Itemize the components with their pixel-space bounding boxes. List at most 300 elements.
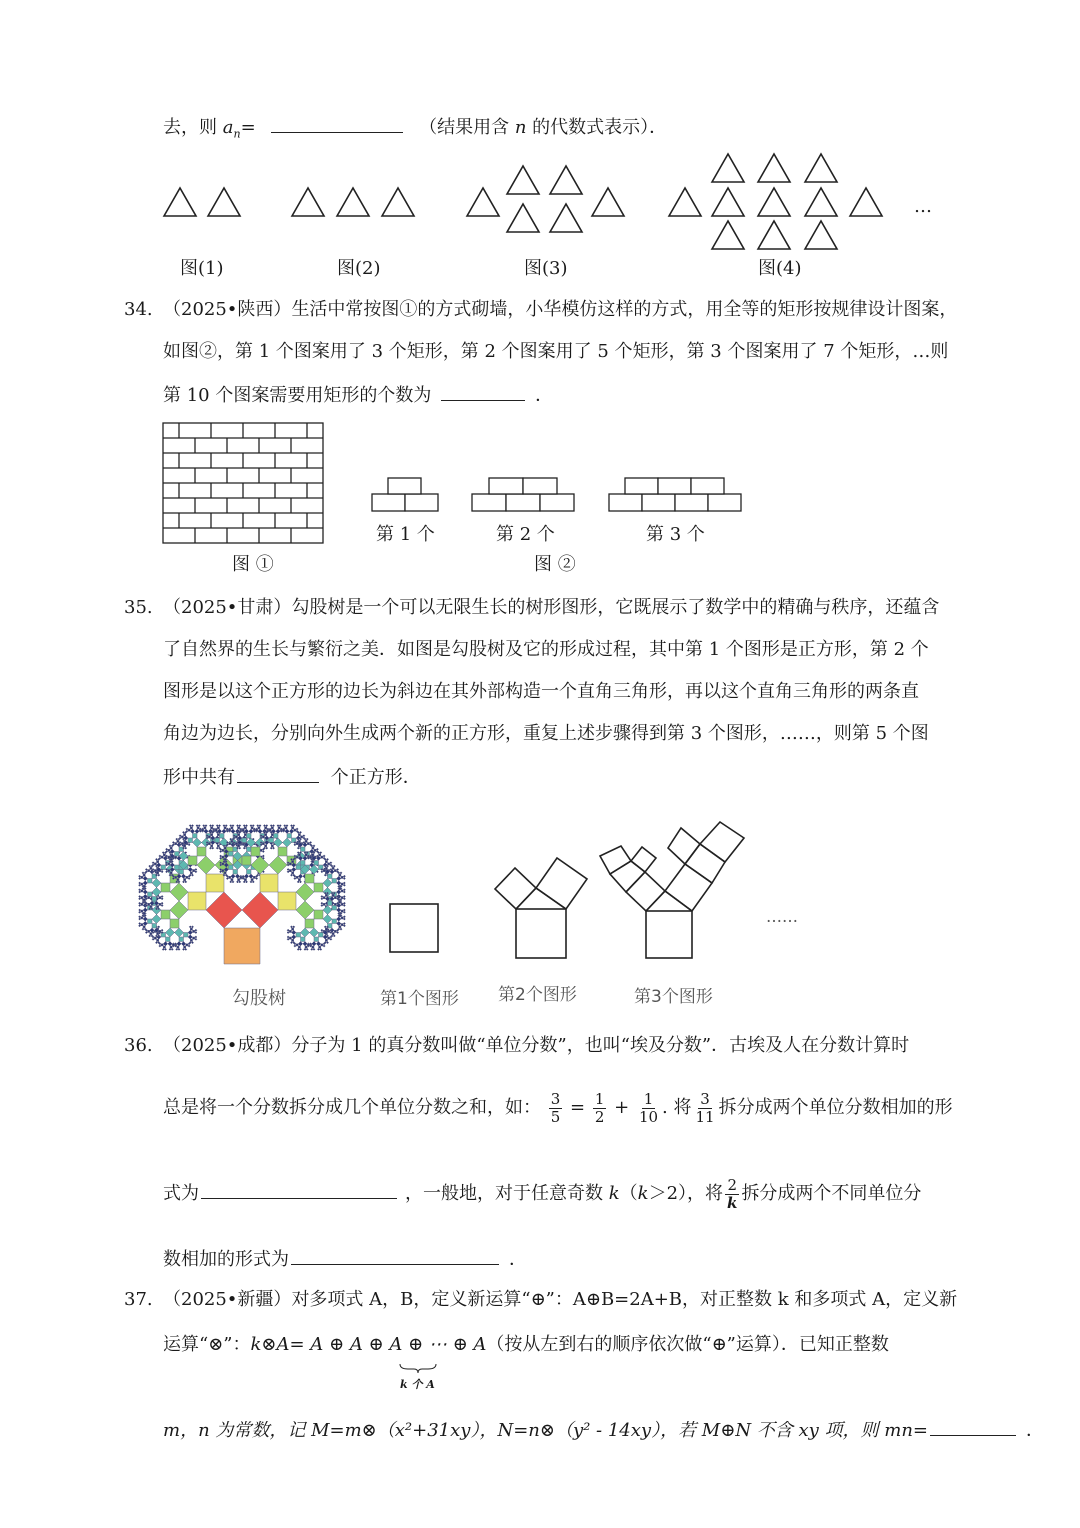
tree-square — [139, 882, 141, 884]
tree-square — [186, 944, 188, 946]
tree-square — [170, 847, 172, 849]
tree-square — [343, 898, 345, 900]
triangle — [850, 188, 882, 216]
tree-square — [240, 876, 242, 878]
tree-square — [204, 829, 209, 834]
tree-square — [161, 944, 163, 946]
tree-square — [184, 879, 186, 881]
tree-square — [292, 930, 297, 935]
tree-square — [148, 903, 150, 905]
tree-square — [209, 847, 211, 849]
q36-line-2 — [163, 1088, 953, 1128]
brick — [658, 478, 691, 494]
tree-square — [249, 874, 254, 879]
tree-square — [298, 942, 303, 947]
tree-square — [297, 847, 299, 849]
tree-square — [274, 834, 279, 839]
caption-pythagoras-tree: 勾股树 — [232, 988, 286, 1009]
tree-square — [314, 883, 323, 892]
tree-square — [175, 865, 180, 870]
brick — [625, 478, 658, 494]
tree-square — [319, 854, 321, 856]
tree-square — [285, 829, 290, 834]
tree-square — [205, 825, 207, 827]
tree-square — [179, 835, 181, 837]
brick — [372, 494, 405, 511]
tree-square — [208, 836, 210, 838]
tree-square — [211, 845, 213, 847]
triangle — [712, 154, 744, 182]
q34-brick-wall — [160, 420, 330, 545]
triangle — [805, 188, 837, 216]
q33-ellipsis: … — [914, 196, 932, 217]
tree-square — [296, 876, 298, 878]
tree-square — [343, 925, 345, 927]
tree-square — [206, 892, 242, 928]
tree-square — [141, 890, 143, 892]
q36-answer-blank-1[interactable] — [201, 1180, 397, 1199]
q35-prefix: 形中共有 — [163, 767, 235, 788]
a-symbol: a — [222, 117, 234, 138]
tree-square — [141, 876, 143, 878]
tree-square — [321, 895, 323, 897]
triangle — [712, 221, 744, 249]
q34-suffix: ． — [535, 385, 554, 406]
tree-square — [334, 897, 336, 899]
tree-square — [238, 827, 240, 829]
square — [516, 909, 566, 958]
tree-square — [337, 931, 339, 933]
tree-square — [161, 871, 163, 873]
tree-square — [326, 858, 328, 860]
q34-number: 34. — [124, 299, 153, 320]
tree-square — [298, 854, 300, 856]
tree-square — [195, 871, 197, 873]
square — [668, 828, 700, 864]
pattern-1-label: 第 1 个 — [376, 524, 435, 545]
tree-square — [292, 939, 294, 941]
tree-square — [250, 881, 252, 883]
tree-square — [163, 942, 168, 947]
tree-square — [159, 930, 161, 932]
tree-square — [190, 939, 192, 941]
brick — [489, 478, 523, 494]
q36-mid-2: ，一般地，对于任意奇数 — [405, 1183, 609, 1204]
tree-square — [278, 847, 287, 856]
square — [665, 864, 712, 911]
q37-number: 37. — [124, 1289, 153, 1310]
tree-square — [150, 867, 152, 869]
tree-square — [289, 930, 291, 932]
tree-square — [343, 891, 345, 893]
tree-square — [343, 884, 345, 886]
plus-sign: + — [614, 1097, 630, 1118]
square — [685, 844, 725, 883]
tree-square — [148, 879, 153, 884]
tree-square — [328, 874, 333, 879]
tree-square — [334, 903, 336, 905]
q35-answer-blank[interactable] — [237, 764, 319, 783]
tree-square — [341, 924, 343, 926]
tree-square — [244, 834, 246, 836]
tree-square — [152, 924, 157, 929]
tree-square — [287, 834, 292, 839]
tree-square — [293, 926, 295, 928]
brick — [708, 494, 741, 511]
tree-square — [270, 847, 272, 849]
fraction-1-10: $\frac{1}{10}$ — [638, 1089, 659, 1126]
tree-square — [328, 937, 330, 939]
tree-square — [152, 915, 161, 924]
tree-square — [296, 901, 314, 919]
q34-text: 生活中常按图①的方式砌墙，小华模仿这样的方式，用全等的矩形按规律设计图案， — [291, 299, 958, 320]
tree-square — [154, 863, 156, 865]
q37-text-3: m，n 为常数，记 M=m⊗（x²+31xy），N=n⊗（y² - 14xy），若 M⊕N 不含 xy 项，则 mn= — [163, 1420, 929, 1441]
underbrace — [398, 1362, 438, 1374]
q36-mid: 将 — [667, 1097, 692, 1118]
tree-square — [265, 834, 267, 836]
tree-square — [182, 948, 184, 950]
tree-square — [229, 865, 234, 870]
q36-prefix: 总是将一个分数拆分成几个单位分数之和，如： — [163, 1097, 541, 1118]
tree-square — [170, 872, 172, 874]
tree-square — [290, 942, 292, 944]
tree-square — [150, 906, 152, 908]
tree-square — [158, 926, 160, 928]
tree-square — [278, 827, 280, 829]
underbrace-label: k 个 A — [400, 1378, 435, 1391]
square — [626, 872, 665, 911]
tree-square — [148, 870, 150, 872]
tree-square — [256, 877, 258, 879]
tree-square — [186, 828, 188, 830]
triangle — [805, 221, 837, 249]
tree-square — [188, 892, 206, 910]
tree-square — [142, 928, 144, 930]
tree-square — [139, 875, 141, 877]
tree-square — [176, 948, 178, 950]
tree-square — [307, 843, 309, 845]
tree-square — [325, 928, 327, 930]
tree-square — [222, 856, 224, 858]
tree-square — [231, 840, 233, 842]
tree-square — [298, 879, 300, 881]
tree-square — [301, 861, 306, 866]
tree-square — [193, 870, 195, 872]
q36-answer-blank-2[interactable] — [291, 1246, 499, 1265]
tree-square — [150, 933, 152, 935]
tree-square — [283, 838, 292, 847]
tree-square — [154, 937, 156, 939]
tree-square — [175, 852, 180, 857]
tree-square — [190, 829, 195, 834]
fraction-3-5: $\frac{3}{5}$ — [550, 1089, 561, 1126]
q34-brick-patterns — [368, 476, 768, 516]
tree-square — [316, 942, 321, 947]
tree-square — [321, 944, 323, 946]
triangle — [758, 188, 790, 216]
q35-line-2: 了自然界的生长与繁衍之美．如图是勾股树及它的形成过程，其中第 1 个图形是正方形，第 2 个 — [163, 639, 929, 660]
q35-line-1 — [163, 596, 939, 620]
tree-square — [238, 834, 240, 836]
tree-square — [305, 919, 314, 928]
triangle — [805, 154, 837, 182]
pattern-2-label: 第 2 个 — [496, 524, 555, 545]
tree-square — [332, 906, 337, 911]
triangle — [669, 188, 701, 216]
tree-square — [293, 825, 295, 827]
tree-square — [274, 838, 283, 847]
tree-square — [304, 948, 306, 950]
q35-ellipsis: …… — [766, 907, 798, 926]
tree-square — [323, 906, 332, 915]
tree-square — [143, 890, 148, 895]
tree-square — [222, 849, 224, 851]
tree-square — [148, 930, 150, 932]
tree-square — [332, 933, 334, 935]
square — [631, 847, 656, 872]
tree-square — [262, 850, 264, 852]
tree-square — [314, 849, 316, 851]
tree-square — [341, 876, 343, 878]
tree-square — [339, 926, 341, 928]
tree-square — [298, 834, 300, 836]
tree-square — [139, 916, 141, 918]
tree-square — [229, 843, 231, 845]
tree-square — [262, 843, 264, 845]
var-k: k — [608, 1183, 620, 1204]
tree-square — [188, 930, 193, 935]
tree-square — [157, 906, 159, 908]
tree-square — [244, 827, 246, 829]
tree-square — [314, 937, 319, 942]
tree-square — [139, 922, 141, 924]
figure-1-caption: 图 ① — [232, 554, 274, 575]
q36-line-4 — [163, 1246, 527, 1272]
tree-square — [236, 881, 238, 883]
tree-square — [224, 847, 226, 849]
tree-square — [175, 843, 177, 845]
tree-square — [231, 829, 236, 834]
tree-square — [323, 945, 325, 947]
tree-square — [247, 847, 252, 852]
tree-square — [166, 928, 175, 937]
tree-square — [289, 829, 294, 834]
q37-text: 对多项式 A，B，定义新运算“⊕”：A⊕B=2A+B，对正整数 k 和多项式 A，定义新 — [291, 1289, 958, 1310]
tree-square — [177, 946, 179, 948]
tree-square — [321, 902, 323, 904]
tree-square — [247, 834, 252, 839]
q37-suffix: （按从左到右的顺序依次做“⊕”运算）．已知正整数 — [486, 1334, 889, 1355]
tree-square — [292, 867, 297, 872]
tree-square — [230, 881, 232, 883]
tree-square — [161, 865, 166, 870]
tree-square — [305, 840, 307, 842]
q36-source: （2025•成都） — [163, 1035, 292, 1056]
q36-line-1 — [163, 1034, 909, 1058]
tree-square — [289, 937, 291, 939]
triangle — [758, 221, 790, 249]
q34-answer-blank[interactable] — [441, 382, 525, 401]
fraction-1-2: $\frac{1}{2}$ — [594, 1089, 605, 1126]
tree-square — [145, 868, 147, 870]
triangle — [712, 188, 744, 216]
tree-square — [324, 874, 326, 876]
tree-square — [143, 876, 148, 881]
tree-square — [235, 874, 240, 879]
tree-square — [208, 843, 210, 845]
tree-square — [188, 856, 197, 865]
tree-square — [188, 838, 193, 843]
tree-square — [157, 939, 159, 941]
tree-square — [238, 879, 240, 881]
tree-square — [325, 867, 327, 869]
tree-square — [242, 838, 247, 843]
tree-square — [143, 881, 148, 886]
tree-square — [163, 946, 165, 948]
tree-square — [168, 870, 170, 872]
tree-square — [333, 865, 335, 867]
tree-square — [202, 829, 204, 831]
triangle — [550, 166, 582, 194]
tree-square — [159, 897, 161, 899]
triangle — [758, 154, 790, 182]
tree-square — [243, 847, 245, 849]
a-subscript: n — [233, 127, 241, 141]
tree-square — [306, 838, 308, 840]
tree-square — [325, 939, 327, 941]
tree-square — [305, 854, 307, 856]
tree-square — [269, 856, 287, 874]
brick — [540, 494, 574, 511]
tree-square — [139, 895, 141, 897]
tree-square — [299, 831, 301, 833]
tree-square — [339, 901, 341, 903]
square — [495, 868, 536, 909]
tree-square — [311, 948, 313, 950]
tree-square — [143, 899, 145, 901]
tree-square — [278, 892, 296, 910]
q36-line-3 — [163, 1174, 921, 1214]
brick — [388, 478, 421, 494]
tree-square — [339, 888, 341, 890]
tree-square — [343, 877, 345, 879]
tree-square — [317, 948, 319, 950]
tree-square — [314, 910, 323, 919]
tree-square — [222, 870, 224, 872]
tree-square — [301, 847, 306, 852]
tree-square — [190, 872, 192, 874]
tree-square — [301, 928, 310, 937]
tree-square — [141, 897, 143, 899]
tree-square — [162, 948, 164, 950]
tree-square — [154, 870, 156, 872]
triangle — [592, 188, 624, 216]
tree-square — [297, 948, 299, 950]
tree-square — [242, 892, 278, 928]
tree-square — [143, 874, 145, 876]
triangle — [337, 188, 369, 216]
tree-square — [195, 938, 197, 940]
tree-square — [143, 912, 145, 914]
tree-square — [298, 946, 300, 948]
tree-square — [323, 903, 325, 905]
tree-square — [148, 897, 150, 899]
q37-source: （2025•新疆） — [163, 1289, 292, 1310]
tree-square — [170, 946, 172, 948]
tree-square — [292, 935, 297, 940]
q34-line-3 — [163, 382, 553, 408]
tree-square — [286, 825, 288, 827]
tree-square — [170, 858, 172, 860]
tree-square — [258, 829, 263, 834]
tree-square — [204, 827, 206, 829]
tree-square — [249, 829, 254, 834]
triangle — [292, 188, 324, 216]
tree-square — [258, 827, 260, 829]
tree-square — [334, 870, 336, 872]
tree-square — [161, 856, 163, 858]
tree-square — [179, 937, 184, 942]
tree-square — [197, 827, 199, 829]
tree-square — [224, 827, 226, 829]
tree-square — [211, 827, 213, 829]
tree-square — [220, 855, 222, 857]
tree-square — [238, 845, 240, 847]
tree-square — [235, 836, 237, 838]
tree-square — [193, 930, 195, 932]
var-k-2: k — [637, 1183, 649, 1204]
q37-answer-blank[interactable] — [930, 1417, 1016, 1436]
tree-square — [290, 874, 292, 876]
q36-prefix-3: 数相加的形式为 — [163, 1249, 289, 1270]
period: . — [662, 1097, 668, 1118]
tree-square — [168, 942, 173, 947]
tree-square — [224, 872, 226, 874]
brick — [472, 494, 506, 511]
tree-square — [296, 933, 301, 938]
tree-square — [332, 894, 334, 896]
square — [610, 861, 645, 892]
q36-suffix-3: ． — [509, 1249, 527, 1270]
square — [646, 911, 692, 958]
tree-square — [170, 883, 188, 901]
tree-square — [225, 825, 227, 827]
tree-square — [292, 827, 294, 829]
tree-square — [252, 825, 254, 827]
q36-number: 36. — [124, 1035, 153, 1056]
q34-line-2: 如图②，第 1 个图案用了 3 个矩形，第 2 个图案用了 5 个矩形，第 3 个图案用了 7 个矩形，…则 — [163, 341, 949, 362]
tree-square — [323, 879, 332, 888]
q33-suffix-close: 的代数式表示）． — [526, 117, 668, 138]
tree-square — [343, 911, 345, 913]
q34-prefix: 第 10 个图案需要用矩形的个数为 — [163, 385, 438, 406]
triangle — [550, 204, 582, 232]
tree-square — [251, 847, 260, 856]
tree-square — [139, 889, 141, 891]
tree-square — [216, 847, 218, 849]
tree-square — [188, 877, 190, 879]
tree-square — [193, 937, 195, 939]
tree-square — [148, 919, 153, 924]
square — [536, 858, 587, 909]
tree-square — [312, 861, 314, 863]
tree-square — [332, 919, 337, 924]
tree-square — [148, 892, 153, 897]
tree-square — [166, 848, 168, 850]
tree-square — [175, 928, 184, 937]
fig-3-label: 图(3) — [524, 258, 568, 279]
